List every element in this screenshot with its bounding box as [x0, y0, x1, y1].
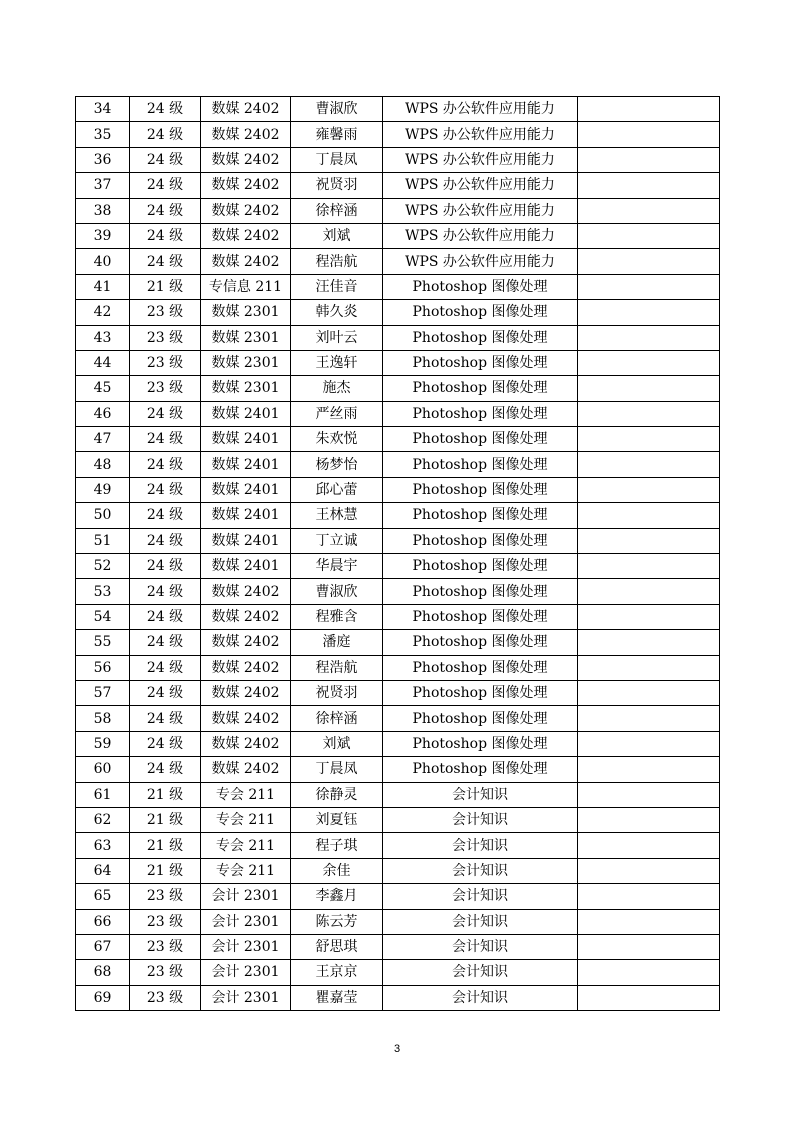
- table-row: [76, 427, 720, 452]
- grade-cell: 24 级: [130, 579, 201, 604]
- row-number-cell: 56: [76, 655, 130, 680]
- course-cell: Photoshop 图像处理: [383, 300, 578, 325]
- remark-cell: [578, 604, 720, 629]
- row-number-cell: 60: [76, 757, 130, 782]
- remark-cell: [578, 680, 720, 705]
- course-cell: Photoshop 图像处理: [383, 401, 578, 426]
- grade-cell: 24 级: [130, 706, 201, 731]
- table-row: [76, 198, 720, 223]
- table-row: [76, 528, 720, 553]
- class-cell: 会计 2301: [201, 934, 291, 959]
- course-cell: Photoshop 图像处理: [383, 376, 578, 401]
- page-number: 3: [393, 1043, 401, 1055]
- table-row: [76, 757, 720, 782]
- course-cell: WPS 办公软件应用能力: [383, 198, 578, 223]
- remark-cell: [578, 985, 720, 1010]
- table-row: [76, 630, 720, 655]
- remark-cell: [578, 554, 720, 579]
- grade-cell: 23 级: [130, 376, 201, 401]
- remark-cell: [578, 579, 720, 604]
- class-cell: 数媒 2402: [201, 173, 291, 198]
- name-cell: 刘斌: [291, 223, 383, 248]
- course-cell: 会计知识: [383, 884, 578, 909]
- course-cell: Photoshop 图像处理: [383, 655, 578, 680]
- course-cell: Photoshop 图像处理: [383, 554, 578, 579]
- name-cell: 丁晨凤: [291, 147, 383, 172]
- course-cell: WPS 办公软件应用能力: [383, 249, 578, 274]
- course-cell: Photoshop 图像处理: [383, 503, 578, 528]
- name-cell: 王京京: [291, 960, 383, 985]
- remark-cell: [578, 97, 720, 122]
- row-number-cell: 47: [76, 427, 130, 452]
- table-row: [76, 579, 720, 604]
- class-cell: 数媒 2401: [201, 401, 291, 426]
- name-cell: 丁立诚: [291, 528, 383, 553]
- name-cell: 丁晨凤: [291, 757, 383, 782]
- remark-cell: [578, 833, 720, 858]
- class-cell: 数媒 2402: [201, 198, 291, 223]
- course-cell: WPS 办公软件应用能力: [383, 122, 578, 147]
- grade-cell: 21 级: [130, 858, 201, 883]
- class-cell: 数媒 2402: [201, 757, 291, 782]
- grade-cell: 24 级: [130, 757, 201, 782]
- class-cell: 数媒 2402: [201, 223, 291, 248]
- grade-cell: 23 级: [130, 325, 201, 350]
- student-table-container: [75, 96, 719, 1011]
- course-cell: 会计知识: [383, 985, 578, 1010]
- row-number-cell: 61: [76, 782, 130, 807]
- grade-cell: 23 级: [130, 960, 201, 985]
- name-cell: 瞿嘉莹: [291, 985, 383, 1010]
- table-row: [76, 731, 720, 756]
- row-number-cell: 36: [76, 147, 130, 172]
- table-row: [76, 909, 720, 934]
- table-row: [76, 782, 720, 807]
- row-number-cell: 55: [76, 630, 130, 655]
- table-row: [76, 655, 720, 680]
- grade-cell: 24 级: [130, 198, 201, 223]
- name-cell: 陈云芳: [291, 909, 383, 934]
- row-number-cell: 51: [76, 528, 130, 553]
- class-cell: 专会 211: [201, 807, 291, 832]
- name-cell: 程子琪: [291, 833, 383, 858]
- name-cell: 程雅含: [291, 604, 383, 629]
- class-cell: 数媒 2402: [201, 147, 291, 172]
- row-number-cell: 40: [76, 249, 130, 274]
- class-cell: 数媒 2402: [201, 579, 291, 604]
- remark-cell: [578, 706, 720, 731]
- row-number-cell: 46: [76, 401, 130, 426]
- remark-cell: [578, 350, 720, 375]
- name-cell: 徐梓涵: [291, 198, 383, 223]
- course-cell: 会计知识: [383, 960, 578, 985]
- course-cell: 会计知识: [383, 858, 578, 883]
- class-cell: 数媒 2402: [201, 604, 291, 629]
- row-number-cell: 53: [76, 579, 130, 604]
- table-row: [76, 884, 720, 909]
- grade-cell: 24 级: [130, 122, 201, 147]
- grade-cell: 24 级: [130, 97, 201, 122]
- grade-cell: 24 级: [130, 223, 201, 248]
- grade-cell: 23 级: [130, 909, 201, 934]
- name-cell: 韩久炎: [291, 300, 383, 325]
- remark-cell: [578, 325, 720, 350]
- remark-cell: [578, 884, 720, 909]
- table-row: [76, 833, 720, 858]
- row-number-cell: 42: [76, 300, 130, 325]
- row-number-cell: 49: [76, 477, 130, 502]
- remark-cell: [578, 630, 720, 655]
- name-cell: 刘夏钰: [291, 807, 383, 832]
- grade-cell: 23 级: [130, 884, 201, 909]
- table-row: [76, 147, 720, 172]
- class-cell: 数媒 2402: [201, 706, 291, 731]
- course-cell: WPS 办公软件应用能力: [383, 173, 578, 198]
- name-cell: 刘斌: [291, 731, 383, 756]
- row-number-cell: 39: [76, 223, 130, 248]
- grade-cell: 24 级: [130, 630, 201, 655]
- table-row: [76, 604, 720, 629]
- remark-cell: [578, 452, 720, 477]
- class-cell: 数媒 2402: [201, 97, 291, 122]
- remark-cell: [578, 376, 720, 401]
- course-cell: Photoshop 图像处理: [383, 452, 578, 477]
- remark-cell: [578, 731, 720, 756]
- grade-cell: 23 级: [130, 934, 201, 959]
- row-number-cell: 58: [76, 706, 130, 731]
- course-cell: Photoshop 图像处理: [383, 604, 578, 629]
- row-number-cell: 43: [76, 325, 130, 350]
- remark-cell: [578, 173, 720, 198]
- row-number-cell: 44: [76, 350, 130, 375]
- remark-cell: [578, 528, 720, 553]
- course-cell: Photoshop 图像处理: [383, 528, 578, 553]
- name-cell: 刘叶云: [291, 325, 383, 350]
- grade-cell: 24 级: [130, 554, 201, 579]
- name-cell: 王逸轩: [291, 350, 383, 375]
- student-table: [75, 96, 720, 1011]
- name-cell: 余佳: [291, 858, 383, 883]
- class-cell: 数媒 2402: [201, 655, 291, 680]
- grade-cell: 24 级: [130, 604, 201, 629]
- grade-cell: 21 级: [130, 274, 201, 299]
- remark-cell: [578, 807, 720, 832]
- row-number-cell: 62: [76, 807, 130, 832]
- remark-cell: [578, 401, 720, 426]
- remark-cell: [578, 122, 720, 147]
- table-row: [76, 249, 720, 274]
- name-cell: 祝贤羽: [291, 173, 383, 198]
- class-cell: 专会 211: [201, 858, 291, 883]
- course-cell: WPS 办公软件应用能力: [383, 147, 578, 172]
- remark-cell: [578, 909, 720, 934]
- grade-cell: 24 级: [130, 452, 201, 477]
- class-cell: 数媒 2401: [201, 554, 291, 579]
- name-cell: 徐静灵: [291, 782, 383, 807]
- course-cell: Photoshop 图像处理: [383, 477, 578, 502]
- row-number-cell: 52: [76, 554, 130, 579]
- remark-cell: [578, 960, 720, 985]
- grade-cell: 24 级: [130, 249, 201, 274]
- remark-cell: [578, 198, 720, 223]
- class-cell: 数媒 2401: [201, 477, 291, 502]
- table-row: [76, 300, 720, 325]
- course-cell: 会计知识: [383, 833, 578, 858]
- row-number-cell: 50: [76, 503, 130, 528]
- row-number-cell: 48: [76, 452, 130, 477]
- table-row: [76, 325, 720, 350]
- name-cell: 祝贤羽: [291, 680, 383, 705]
- row-number-cell: 65: [76, 884, 130, 909]
- table-row: [76, 173, 720, 198]
- row-number-cell: 35: [76, 122, 130, 147]
- grade-cell: 24 级: [130, 173, 201, 198]
- table-row: [76, 680, 720, 705]
- table-row: [76, 934, 720, 959]
- name-cell: 王林慧: [291, 503, 383, 528]
- table-row: [76, 122, 720, 147]
- remark-cell: [578, 655, 720, 680]
- course-cell: Photoshop 图像处理: [383, 630, 578, 655]
- name-cell: 徐梓涵: [291, 706, 383, 731]
- grade-cell: 24 级: [130, 655, 201, 680]
- remark-cell: [578, 274, 720, 299]
- class-cell: 数媒 2301: [201, 300, 291, 325]
- grade-cell: 23 级: [130, 985, 201, 1010]
- remark-cell: [578, 782, 720, 807]
- name-cell: 杨梦怡: [291, 452, 383, 477]
- row-number-cell: 66: [76, 909, 130, 934]
- class-cell: 数媒 2402: [201, 249, 291, 274]
- class-cell: 会计 2301: [201, 884, 291, 909]
- table-row: [76, 960, 720, 985]
- grade-cell: 24 级: [130, 503, 201, 528]
- grade-cell: 21 级: [130, 782, 201, 807]
- remark-cell: [578, 147, 720, 172]
- row-number-cell: 38: [76, 198, 130, 223]
- remark-cell: [578, 223, 720, 248]
- row-number-cell: 64: [76, 858, 130, 883]
- name-cell: 华晨宇: [291, 554, 383, 579]
- course-cell: Photoshop 图像处理: [383, 706, 578, 731]
- row-number-cell: 37: [76, 173, 130, 198]
- course-cell: Photoshop 图像处理: [383, 731, 578, 756]
- table-row: [76, 503, 720, 528]
- grade-cell: 24 级: [130, 680, 201, 705]
- table-row: [76, 376, 720, 401]
- class-cell: 数媒 2402: [201, 731, 291, 756]
- course-cell: WPS 办公软件应用能力: [383, 97, 578, 122]
- class-cell: 会计 2301: [201, 985, 291, 1010]
- course-cell: 会计知识: [383, 807, 578, 832]
- grade-cell: 24 级: [130, 401, 201, 426]
- class-cell: 专会 211: [201, 782, 291, 807]
- row-number-cell: 41: [76, 274, 130, 299]
- class-cell: 数媒 2301: [201, 325, 291, 350]
- remark-cell: [578, 503, 720, 528]
- grade-cell: 23 级: [130, 350, 201, 375]
- class-cell: 数媒 2401: [201, 452, 291, 477]
- course-cell: WPS 办公软件应用能力: [383, 223, 578, 248]
- table-row: [76, 401, 720, 426]
- grade-cell: 24 级: [130, 477, 201, 502]
- class-cell: 数媒 2401: [201, 528, 291, 553]
- name-cell: 曹淑欣: [291, 97, 383, 122]
- course-cell: 会计知识: [383, 909, 578, 934]
- row-number-cell: 67: [76, 934, 130, 959]
- class-cell: 数媒 2401: [201, 427, 291, 452]
- table-row: [76, 223, 720, 248]
- class-cell: 数媒 2402: [201, 630, 291, 655]
- row-number-cell: 59: [76, 731, 130, 756]
- table-row: [76, 706, 720, 731]
- remark-cell: [578, 300, 720, 325]
- row-number-cell: 34: [76, 97, 130, 122]
- row-number-cell: 57: [76, 680, 130, 705]
- course-cell: Photoshop 图像处理: [383, 427, 578, 452]
- name-cell: 舒思琪: [291, 934, 383, 959]
- remark-cell: [578, 427, 720, 452]
- name-cell: 曹淑欣: [291, 579, 383, 604]
- row-number-cell: 45: [76, 376, 130, 401]
- name-cell: 严丝雨: [291, 401, 383, 426]
- grade-cell: 24 级: [130, 528, 201, 553]
- course-cell: Photoshop 图像处理: [383, 680, 578, 705]
- class-cell: 数媒 2401: [201, 503, 291, 528]
- remark-cell: [578, 858, 720, 883]
- course-cell: Photoshop 图像处理: [383, 579, 578, 604]
- grade-cell: 24 级: [130, 731, 201, 756]
- name-cell: 朱欢悦: [291, 427, 383, 452]
- name-cell: 李鑫月: [291, 884, 383, 909]
- name-cell: 潘庭: [291, 630, 383, 655]
- grade-cell: 23 级: [130, 300, 201, 325]
- grade-cell: 21 级: [130, 833, 201, 858]
- class-cell: 数媒 2301: [201, 376, 291, 401]
- class-cell: 数媒 2402: [201, 680, 291, 705]
- class-cell: 专信息 211: [201, 274, 291, 299]
- row-number-cell: 54: [76, 604, 130, 629]
- course-cell: Photoshop 图像处理: [383, 274, 578, 299]
- table-row: [76, 274, 720, 299]
- course-cell: 会计知识: [383, 934, 578, 959]
- remark-cell: [578, 934, 720, 959]
- row-number-cell: 69: [76, 985, 130, 1010]
- course-cell: Photoshop 图像处理: [383, 757, 578, 782]
- table-row: [76, 807, 720, 832]
- table-row: [76, 97, 720, 122]
- remark-cell: [578, 757, 720, 782]
- table-row: [76, 350, 720, 375]
- name-cell: 程浩航: [291, 655, 383, 680]
- class-cell: 专会 211: [201, 833, 291, 858]
- remark-cell: [578, 249, 720, 274]
- remark-cell: [578, 477, 720, 502]
- table-row: [76, 858, 720, 883]
- name-cell: 施杰: [291, 376, 383, 401]
- class-cell: 会计 2301: [201, 909, 291, 934]
- row-number-cell: 63: [76, 833, 130, 858]
- table-body: [76, 97, 720, 1011]
- course-cell: 会计知识: [383, 782, 578, 807]
- row-number-cell: 68: [76, 960, 130, 985]
- name-cell: 程浩航: [291, 249, 383, 274]
- table-row: [76, 985, 720, 1010]
- class-cell: 会计 2301: [201, 960, 291, 985]
- table-row: [76, 477, 720, 502]
- grade-cell: 24 级: [130, 427, 201, 452]
- class-cell: 数媒 2402: [201, 122, 291, 147]
- table-row: [76, 554, 720, 579]
- name-cell: 邱心蕾: [291, 477, 383, 502]
- name-cell: 汪佳音: [291, 274, 383, 299]
- table-row: [76, 452, 720, 477]
- course-cell: Photoshop 图像处理: [383, 350, 578, 375]
- class-cell: 数媒 2301: [201, 350, 291, 375]
- course-cell: Photoshop 图像处理: [383, 325, 578, 350]
- grade-cell: 21 级: [130, 807, 201, 832]
- name-cell: 雍馨雨: [291, 122, 383, 147]
- grade-cell: 24 级: [130, 147, 201, 172]
